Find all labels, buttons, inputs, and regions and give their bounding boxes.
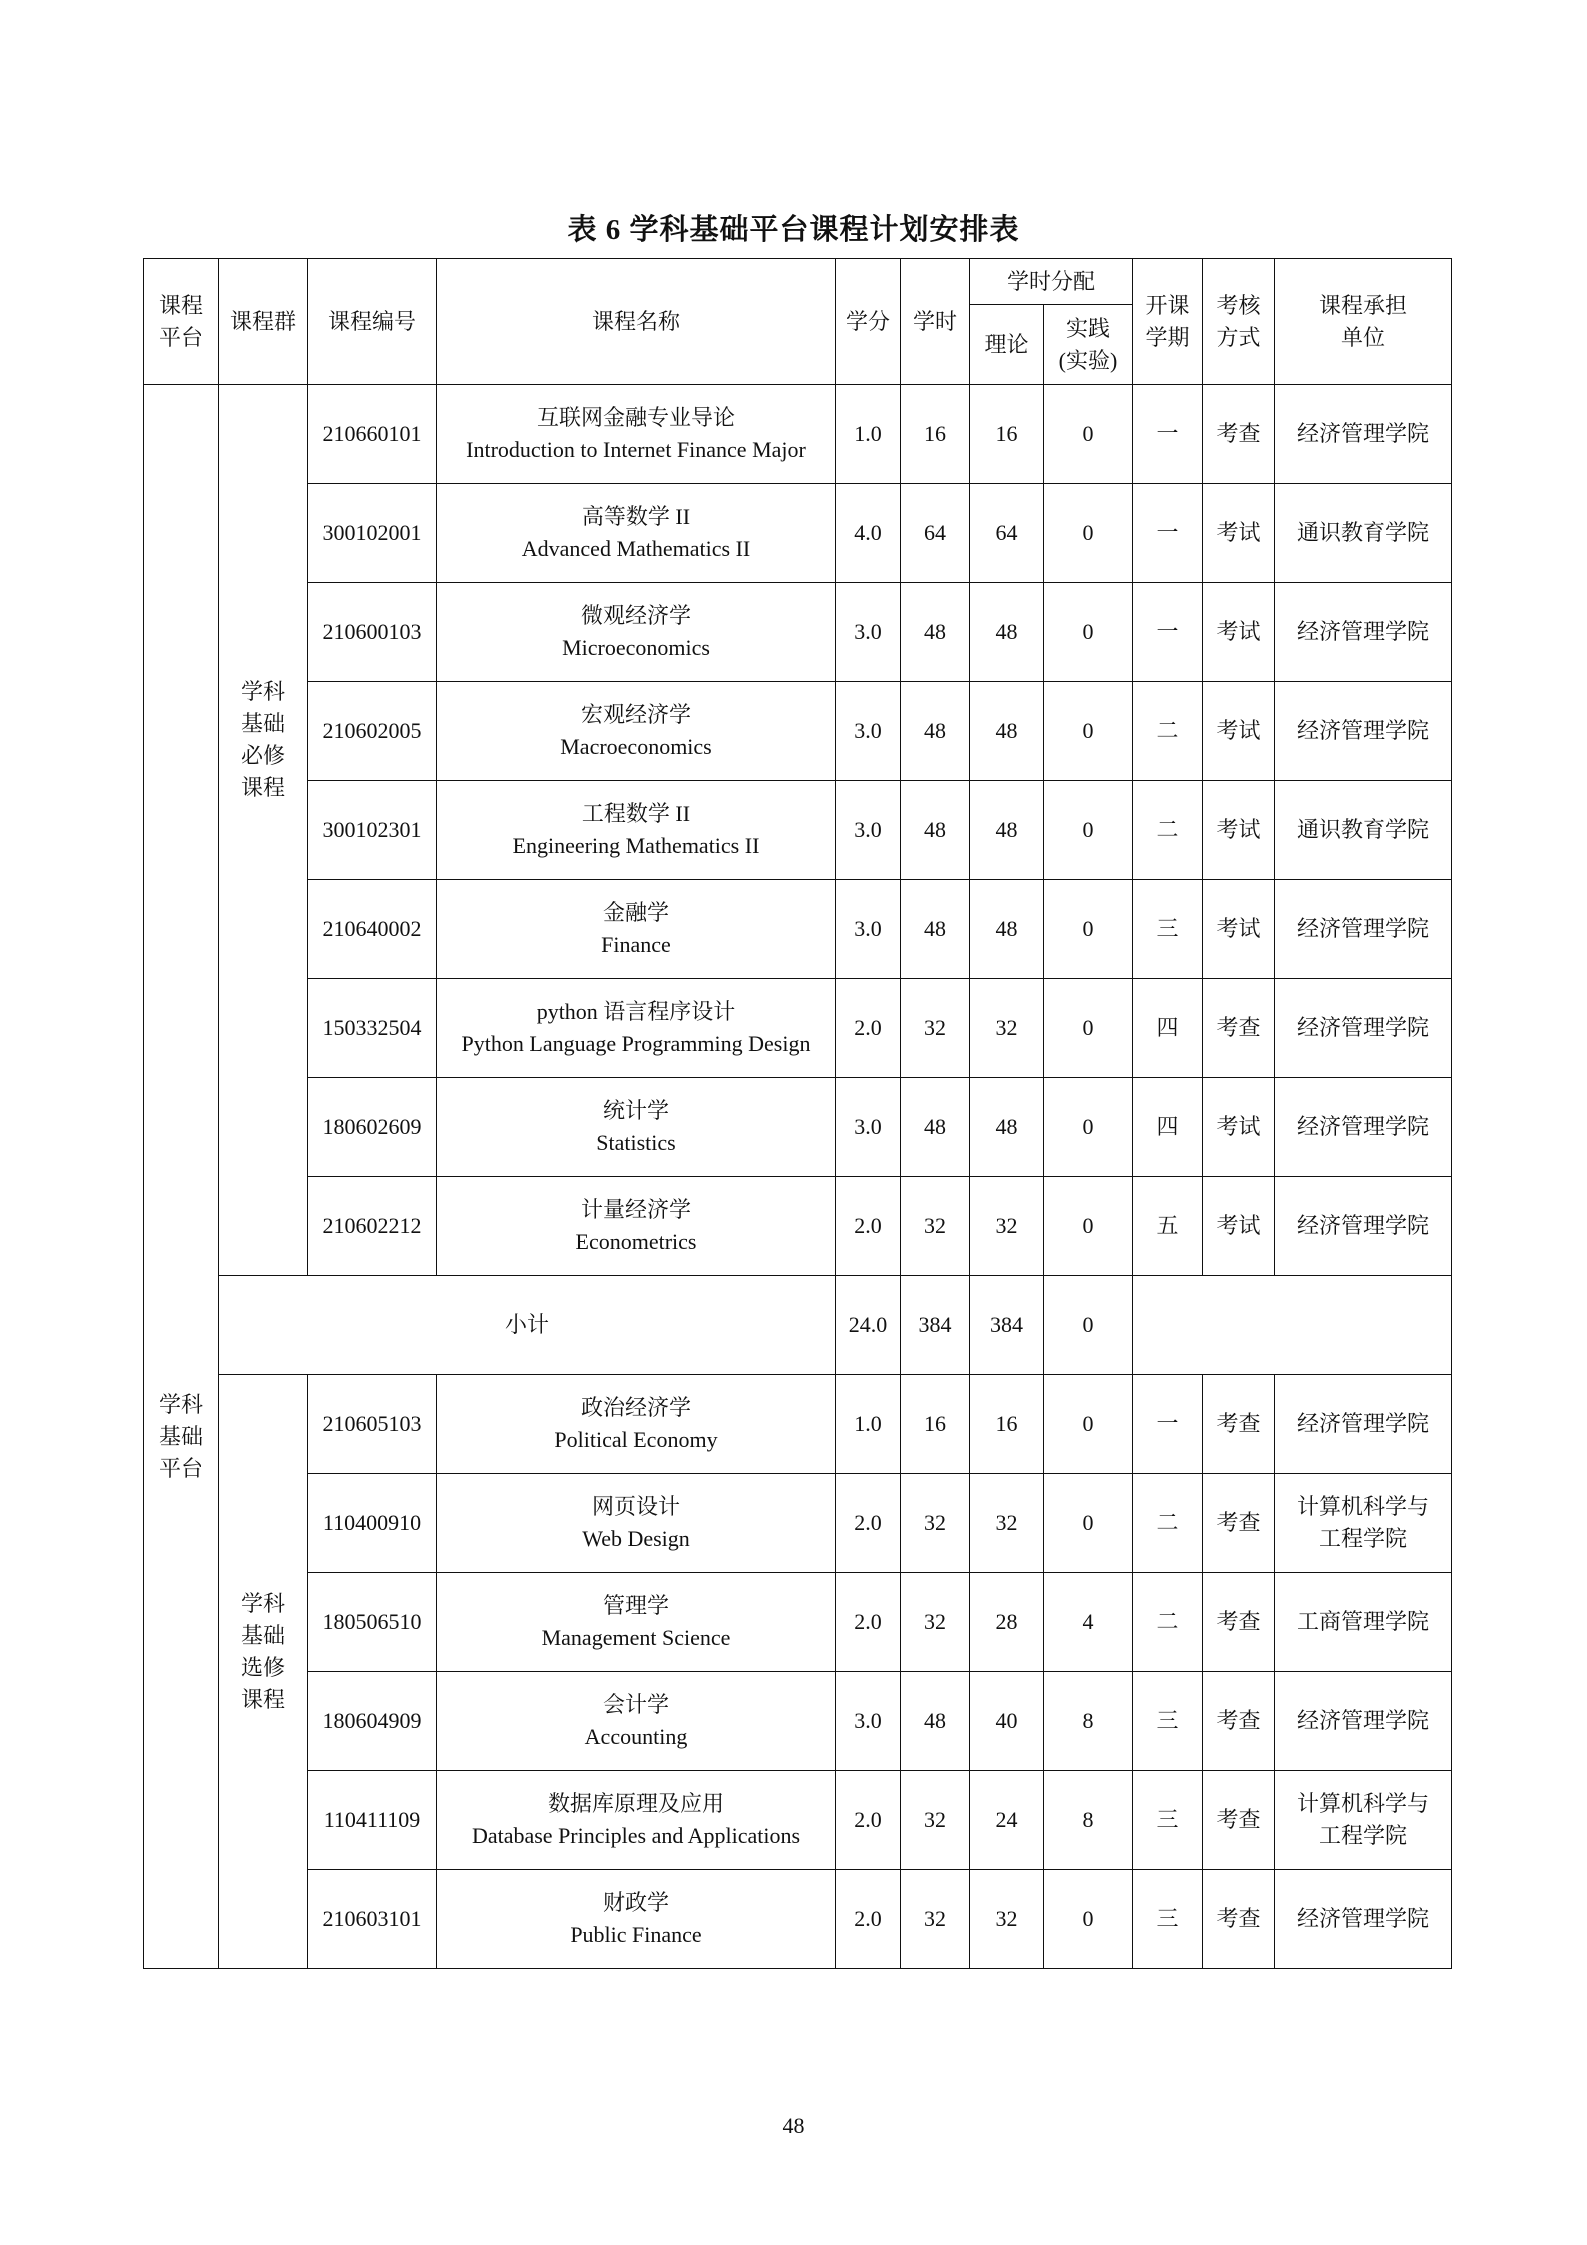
course-theory: 32: [970, 1870, 1044, 1969]
table-row: [144, 385, 1452, 484]
course-name-en: Political Economy: [554, 1427, 718, 1452]
course-theory: 16: [970, 385, 1044, 484]
course-department: 经济管理学院: [1275, 979, 1452, 1078]
course-hours: 48: [901, 781, 970, 880]
table-row: [144, 1870, 1452, 1969]
course-code: 210602005: [308, 682, 437, 781]
course-hours: 32: [901, 1573, 970, 1672]
course-department: 经济管理学院: [1275, 1870, 1452, 1969]
header-theory: 理论: [970, 305, 1044, 385]
course-theory: 48: [970, 583, 1044, 682]
course-credits: 3.0: [836, 1672, 901, 1771]
subtotal-hours: 384: [901, 1276, 970, 1375]
table-row: [144, 1573, 1452, 1672]
course-practice: 0: [1044, 1177, 1133, 1276]
course-assessment: 考查: [1203, 1870, 1275, 1969]
course-name-en: Database Principles and Applications: [471, 1823, 801, 1848]
course-practice: 0: [1044, 1474, 1133, 1573]
course-semester: 三: [1133, 1870, 1203, 1969]
course-department: 经济管理学院: [1275, 1375, 1452, 1474]
course-department: 经济管理学院: [1275, 880, 1452, 979]
header-practice: 实践 (实验): [1044, 305, 1133, 385]
course-name: [437, 1771, 836, 1870]
table-row: [144, 682, 1452, 781]
course-code: 210600103: [308, 583, 437, 682]
subtotal-theory: 384: [970, 1276, 1044, 1375]
course-semester: 一: [1133, 484, 1203, 583]
course-hours: 16: [901, 385, 970, 484]
course-assessment: 考查: [1203, 1771, 1275, 1870]
course-practice: 0: [1044, 583, 1133, 682]
course-name-zh: 数据库原理及应用: [547, 1791, 724, 1816]
course-name-zh: 高等数学 II: [581, 504, 691, 529]
course-theory: 48: [970, 682, 1044, 781]
table-row: [144, 1078, 1452, 1177]
course-practice: 0: [1044, 385, 1133, 484]
course-hours: 32: [901, 1771, 970, 1870]
subtotal-empty: [1133, 1276, 1452, 1375]
course-code: 110411109: [308, 1771, 437, 1870]
header-assessment: 考核 方式: [1203, 259, 1275, 385]
course-name-en: Statistics: [596, 1130, 676, 1155]
table-row: [144, 1177, 1452, 1276]
course-code: 180604909: [308, 1672, 437, 1771]
course-semester: 四: [1133, 1078, 1203, 1177]
course-name: [437, 1573, 836, 1672]
course-credits: 1.0: [836, 385, 901, 484]
course-name-zh: 工程数学 II: [581, 801, 691, 826]
course-hours: 32: [901, 1870, 970, 1969]
platform-cell: 学科 基础 平台: [144, 385, 219, 1969]
course-name-en: Accounting: [584, 1724, 688, 1749]
table-row: [144, 1474, 1452, 1573]
course-name: [437, 979, 836, 1078]
course-name-zh: 金融学: [602, 900, 669, 925]
course-name: [437, 1870, 836, 1969]
course-name-en: Advanced Mathematics II: [521, 536, 751, 561]
course-name-en: Python Language Programming Design: [461, 1031, 811, 1056]
table-title: 表 6 学科基础平台课程计划安排表: [567, 214, 1020, 246]
course-assessment: 考查: [1203, 1573, 1275, 1672]
course-practice: 0: [1044, 1375, 1133, 1474]
course-theory: 48: [970, 1078, 1044, 1177]
course-assessment: 考试: [1203, 781, 1275, 880]
header-platform: 课程 平台: [144, 259, 219, 385]
course-name-en: Microeconomics: [562, 635, 710, 660]
course-plan-table: [143, 258, 1452, 1969]
course-semester: 二: [1133, 1474, 1203, 1573]
course-semester: 二: [1133, 682, 1203, 781]
course-department: 经济管理学院: [1275, 1177, 1452, 1276]
course-credits: 2.0: [836, 979, 901, 1078]
header-row: [144, 259, 1452, 305]
course-department: 经济管理学院: [1275, 385, 1452, 484]
course-department: 通识教育学院: [1275, 484, 1452, 583]
course-department: 计算机科学与 工程学院: [1275, 1474, 1452, 1573]
course-code: 210605103: [308, 1375, 437, 1474]
course-code: 210603101: [308, 1870, 437, 1969]
header-department: 课程承担 单位: [1275, 259, 1452, 385]
course-name: [437, 1375, 836, 1474]
course-hours: 32: [901, 979, 970, 1078]
course-name: [437, 385, 836, 484]
course-code: 150332504: [308, 979, 437, 1078]
course-practice: 0: [1044, 484, 1133, 583]
course-name: [437, 484, 836, 583]
course-theory: 24: [970, 1771, 1044, 1870]
course-name-zh: 财政学: [602, 1890, 669, 1915]
table-row: [144, 979, 1452, 1078]
course-credits: 3.0: [836, 583, 901, 682]
course-hours: 48: [901, 583, 970, 682]
course-semester: 一: [1133, 385, 1203, 484]
group-cell: 学科 基础 必修 课程: [219, 385, 308, 1276]
course-credits: 3.0: [836, 682, 901, 781]
course-department: 通识教育学院: [1275, 781, 1452, 880]
page-number: 48: [782, 2113, 805, 2138]
course-theory: 32: [970, 979, 1044, 1078]
course-practice: 4: [1044, 1573, 1133, 1672]
course-name-zh: 网页设计: [591, 1494, 680, 1519]
course-name-zh: 管理学: [602, 1593, 669, 1618]
table-row: [144, 781, 1452, 880]
group-cell: 学科 基础 选修 课程: [219, 1375, 308, 1969]
course-hours: 48: [901, 682, 970, 781]
course-assessment: 考试: [1203, 1078, 1275, 1177]
course-semester: 二: [1133, 1573, 1203, 1672]
table-row: [144, 1672, 1452, 1771]
course-name-zh: 统计学: [602, 1098, 669, 1123]
course-name-zh: 互联网金融专业导论: [536, 405, 735, 430]
course-theory: 64: [970, 484, 1044, 583]
course-credits: 2.0: [836, 1771, 901, 1870]
course-practice: 8: [1044, 1672, 1133, 1771]
course-assessment: 考查: [1203, 1672, 1275, 1771]
course-assessment: 考试: [1203, 583, 1275, 682]
course-department: 工商管理学院: [1275, 1573, 1452, 1672]
subtotal-credits: 24.0: [836, 1276, 901, 1375]
course-name: [437, 682, 836, 781]
course-assessment: 考查: [1203, 1474, 1275, 1573]
course-name-en: Engineering Mathematics II: [512, 833, 760, 858]
course-name-en: Introduction to Internet Finance Major: [466, 437, 806, 462]
course-practice: 0: [1044, 979, 1133, 1078]
table-row: [144, 583, 1452, 682]
course-name-en: Web Design: [582, 1526, 690, 1551]
course-code: 110400910: [308, 1474, 437, 1573]
course-name: [437, 1474, 836, 1573]
table-row: [144, 880, 1452, 979]
course-name: [437, 880, 836, 979]
course-theory: 28: [970, 1573, 1044, 1672]
course-practice: 0: [1044, 1078, 1133, 1177]
course-credits: 4.0: [836, 484, 901, 583]
course-department: 经济管理学院: [1275, 1672, 1452, 1771]
course-theory: 40: [970, 1672, 1044, 1771]
course-name-en: Public Finance: [570, 1922, 702, 1947]
course-semester: 五: [1133, 1177, 1203, 1276]
subtotal-row: [144, 1276, 1452, 1375]
course-theory: 32: [970, 1474, 1044, 1573]
course-name-zh: 微观经济学: [580, 603, 691, 628]
course-hours: 48: [901, 880, 970, 979]
course-name: [437, 781, 836, 880]
course-theory: 48: [970, 781, 1044, 880]
course-credits: 2.0: [836, 1177, 901, 1276]
course-practice: 0: [1044, 880, 1133, 979]
course-name: [437, 1078, 836, 1177]
course-assessment: 考试: [1203, 682, 1275, 781]
course-code: 300102301: [308, 781, 437, 880]
course-name-en: Management Science: [541, 1625, 731, 1650]
course-assessment: 考试: [1203, 880, 1275, 979]
header-code: 课程编号: [308, 259, 437, 385]
course-department: 经济管理学院: [1275, 1078, 1452, 1177]
header-name: 课程名称: [437, 259, 836, 385]
course-department: 经济管理学院: [1275, 682, 1452, 781]
course-credits: 2.0: [836, 1474, 901, 1573]
course-code: 180602609: [308, 1078, 437, 1177]
table-row: [144, 1375, 1452, 1474]
course-name-en: Econometrics: [575, 1229, 697, 1254]
course-name: [437, 583, 836, 682]
course-name-zh: 政治经济学: [580, 1395, 691, 1420]
course-credits: 2.0: [836, 1573, 901, 1672]
course-name: [437, 1672, 836, 1771]
course-hours: 32: [901, 1177, 970, 1276]
course-hours: 32: [901, 1474, 970, 1573]
course-code: 180506510: [308, 1573, 437, 1672]
header-semester: 开课 学期: [1133, 259, 1203, 385]
course-semester: 三: [1133, 880, 1203, 979]
course-name-en: Finance: [601, 932, 671, 957]
course-semester: 一: [1133, 1375, 1203, 1474]
course-assessment: 考试: [1203, 1177, 1275, 1276]
course-credits: 3.0: [836, 880, 901, 979]
table-row: [144, 1771, 1452, 1870]
course-assessment: 考试: [1203, 484, 1275, 583]
course-semester: 一: [1133, 583, 1203, 682]
course-semester: 四: [1133, 979, 1203, 1078]
course-assessment: 考查: [1203, 1375, 1275, 1474]
course-semester: 三: [1133, 1771, 1203, 1870]
course-assessment: 考查: [1203, 979, 1275, 1078]
course-hours: 48: [901, 1672, 970, 1771]
course-credits: 1.0: [836, 1375, 901, 1474]
course-theory: 48: [970, 880, 1044, 979]
subtotal-practice: 0: [1044, 1276, 1133, 1375]
header-credits: 学分: [836, 259, 901, 385]
course-theory: 32: [970, 1177, 1044, 1276]
course-hours: 64: [901, 484, 970, 583]
course-code: 210640002: [308, 880, 437, 979]
course-name: [437, 1177, 836, 1276]
course-department: 计算机科学与 工程学院: [1275, 1771, 1452, 1870]
table-row: [144, 484, 1452, 583]
header-hours-alloc: 学时分配: [970, 259, 1133, 305]
course-hours: 48: [901, 1078, 970, 1177]
course-credits: 3.0: [836, 781, 901, 880]
subtotal-label: 小计: [219, 1276, 836, 1375]
course-name-en: Macroeconomics: [560, 734, 712, 759]
course-code: 210602212: [308, 1177, 437, 1276]
course-semester: 三: [1133, 1672, 1203, 1771]
course-name-zh: 会计学: [602, 1692, 669, 1717]
course-theory: 16: [970, 1375, 1044, 1474]
course-department: 经济管理学院: [1275, 583, 1452, 682]
header-group: 课程群: [219, 259, 308, 385]
course-name-zh: 宏观经济学: [580, 702, 691, 727]
course-credits: 3.0: [836, 1078, 901, 1177]
course-assessment: 考查: [1203, 385, 1275, 484]
course-hours: 16: [901, 1375, 970, 1474]
course-practice: 0: [1044, 781, 1133, 880]
header-hours: 学时: [901, 259, 970, 385]
course-practice: 8: [1044, 1771, 1133, 1870]
course-practice: 0: [1044, 1870, 1133, 1969]
course-semester: 二: [1133, 781, 1203, 880]
course-name-zh: 计量经济学: [580, 1197, 691, 1222]
course-code: 300102001: [308, 484, 437, 583]
course-code: 210660101: [308, 385, 437, 484]
course-name-zh: python 语言程序设计: [536, 999, 736, 1024]
course-practice: 0: [1044, 682, 1133, 781]
course-credits: 2.0: [836, 1870, 901, 1969]
